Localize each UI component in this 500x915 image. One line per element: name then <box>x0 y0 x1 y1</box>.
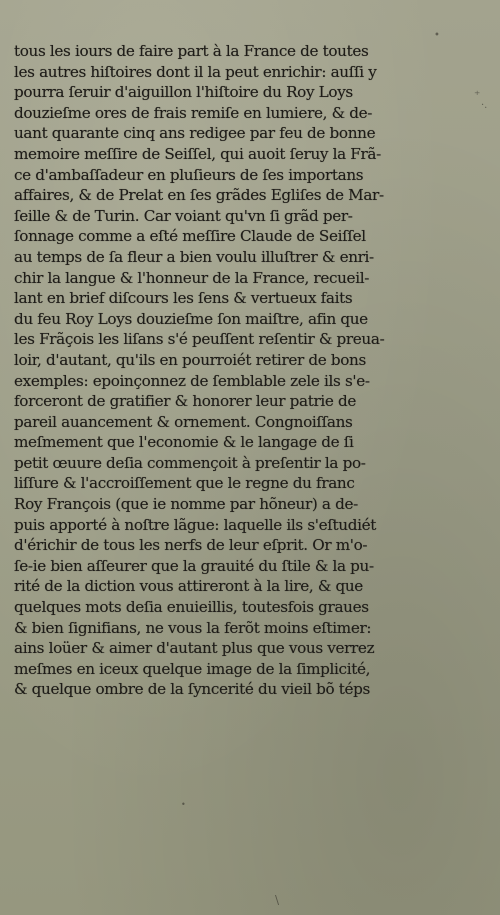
text-line: loir, d'autant, qu'ils en pourroiét retirer de bons <box>14 350 366 369</box>
text-line: ſe-ie bien aſſeurer que la grauité du ſtile & la pu- <box>14 556 374 575</box>
text-line: d'érichir de tous les nerfs de leur eſprit. Or m'o- <box>14 536 368 555</box>
margin-speck-mark: ⁺ <box>474 88 481 102</box>
text-line: douzieſme ores de frais remiſe en lumiere, & de- <box>14 103 373 122</box>
text-line: les Frãçois les liſans s'é peuſſent reſentir & preua- <box>14 330 385 349</box>
text-line: pareil auancement & ornement. Congnoiſſans <box>14 412 353 431</box>
text-line: puis apporté à noſtre lãgue: laquelle ils s'eſtudiét <box>14 515 376 534</box>
text-line: uant quarante cinq ans redigee par feu de bonne <box>14 124 376 143</box>
margin-speck-mark: ·. <box>481 100 488 111</box>
text-line: petit œuure deſia commençoit à preſentir la po- <box>14 453 366 472</box>
text-line: ſonnage comme a eſté meſſire Claude de Seiſſel <box>14 227 366 246</box>
text-line: chir la langue & l'honneur de la France, recueil- <box>14 268 369 287</box>
text-line: affaires, & de Prelat en ſes grãdes Egliſes de Mar- <box>14 186 384 205</box>
text-line: exemples: epoinçonnez de ſemblable zele ils s'e- <box>14 371 370 390</box>
ink-dot-mark: • <box>181 800 186 809</box>
text-line: quelques mots deſia enuieillis, toutesfois graues <box>14 598 369 617</box>
text-line: liſſure & l'accroiſſement que le regne du franc <box>14 474 355 493</box>
text-line: & bien ſignifians, ne vous la ferõt moins eſtimer: <box>14 618 372 637</box>
ink-speck-mark: • <box>434 30 440 41</box>
body-text <box>14 41 484 700</box>
text-line: Roy François (que ie nomme par hõneur) a de- <box>14 495 358 514</box>
bottom-stroke-mark: \ <box>275 893 280 907</box>
text-line: ſeille & de Turin. Car voiant qu'vn ſi grãd per- <box>14 206 353 225</box>
text-line: ce d'ambaſſadeur en pluſieurs de ſes importans <box>14 165 364 184</box>
text-line: du feu Roy Loys douzieſme ſon maiſtre, afin que <box>14 309 368 328</box>
text-line: & quelque ombre de la ſyncerité du vieil bõ téps <box>14 680 370 699</box>
text-line: au temps de ſa fleur a bien voulu illuſtrer & enri- <box>14 247 374 266</box>
text-line: lant en brief diſcours les ſens & vertueux faits <box>14 289 353 308</box>
text-line: memoire meſſire de Seiſſel, qui auoit ſeruy la Frã- <box>14 144 381 163</box>
text-line: ains loüer & aimer d'autant plus que vous verrez <box>14 639 375 658</box>
text-line: meſmes en iceux quelque image de la ſimplicité, <box>14 659 371 678</box>
text-line: tous les iours de faire part à la France de toutes <box>14 42 369 60</box>
text-line: les autres hiſtoires dont il la peut enrichir: auſſi y <box>14 62 377 81</box>
text-line: pourra ſeruir d'aiguillon l'hiſtoire du Roy Loys <box>14 83 353 102</box>
text-line: meſmement que l'economie & le langage de ſi <box>14 433 354 452</box>
text-line: forceront de gratifier & honorer leur patrie de <box>14 392 357 411</box>
text-line: rité de la diction vous attireront à la lire, & que <box>14 577 363 596</box>
